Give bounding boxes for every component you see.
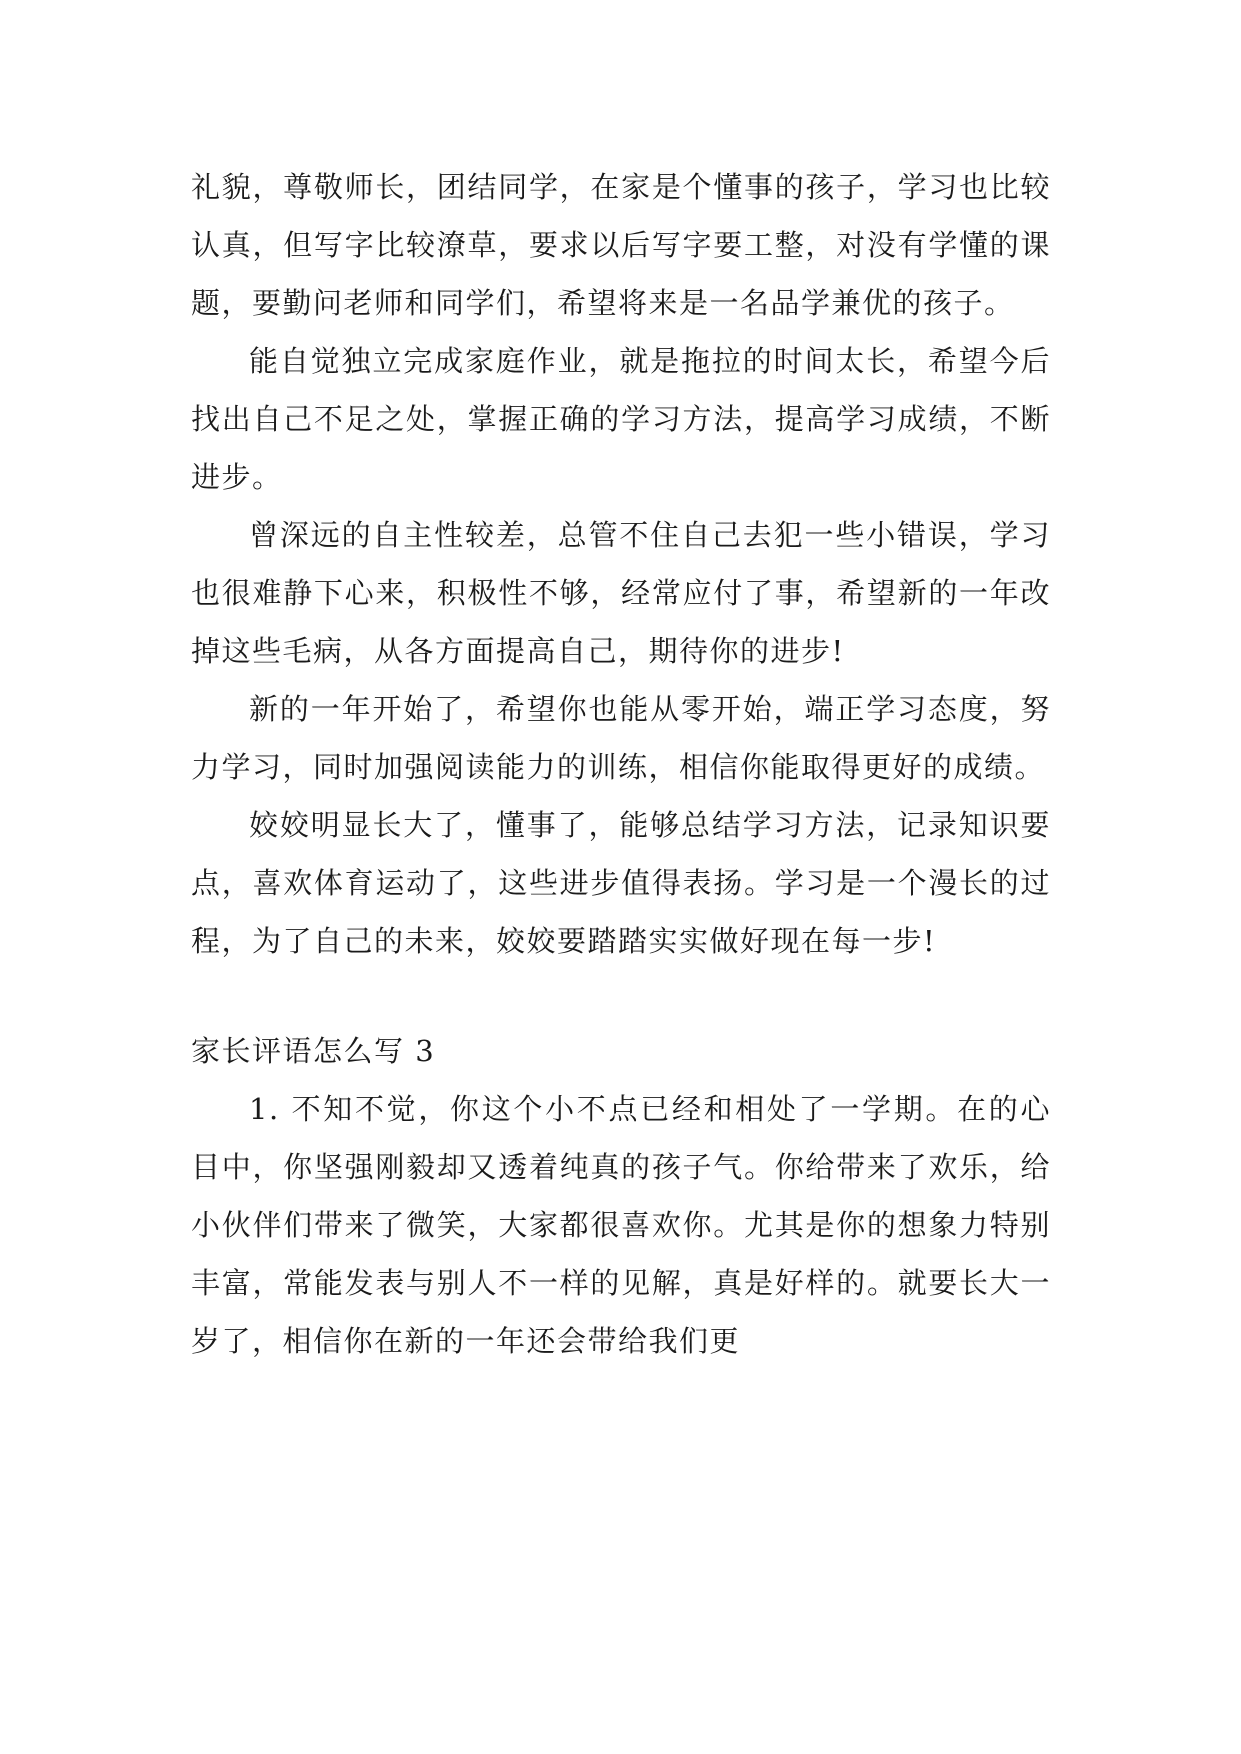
paragraph: 曾深远的自主性较差，总管不住自己去犯一些小错误，学习也很难静下心来，积极性不够，经常应付了事，希望新的一年改掉这些毛病，从各方面提高自己，期待你的进步! <box>191 518 1051 668</box>
paragraph: 新的一年开始了，希望你也能从零开始，端正学习态度，努力学习，同时加强阅读能力的训练，相信你能取得更好的成绩。 <box>191 692 1051 784</box>
paragraph: 1. 不知不觉，你这个小不点已经和相处了一学期。在的心目中，你坚强刚毅却又透着纯真的孩子气。你给带来了欢乐，给小伙伴们带来了微笑，大家都很喜欢你。尤其是你的想象力特别丰富，常能发表与别人不一样的见解，真是好样的。就要长大一岁了，相信你在新的一年还会带给我们更 <box>191 1092 1051 1358</box>
section-heading: 家长评语怎么写 3 <box>191 1034 436 1068</box>
paragraph: 能自觉独立完成家庭作业，就是拖拉的时间太长，希望今后找出自己不足之处，掌握正确的学习方法，提高学习成绩，不断进步。 <box>191 344 1051 494</box>
paragraph: 姣姣明显长大了，懂事了，能够总结学习方法，记录知识要点，喜欢体育运动了，这些进步值得表扬。学习是一个漫长的过程，为了自己的未来，姣姣要踏踏实实做好现在每一步! <box>191 808 1051 958</box>
document-body <box>191 158 1051 1370</box>
paragraph: 礼貌，尊敬师长，团结同学，在家是个懂事的孩子，学习也比较认真，但写字比较潦草，要求以后写字要工整，对没有学懂的课题，要勤问老师和同学们，希望将来是一名品学兼优的孩子。 <box>191 170 1051 320</box>
